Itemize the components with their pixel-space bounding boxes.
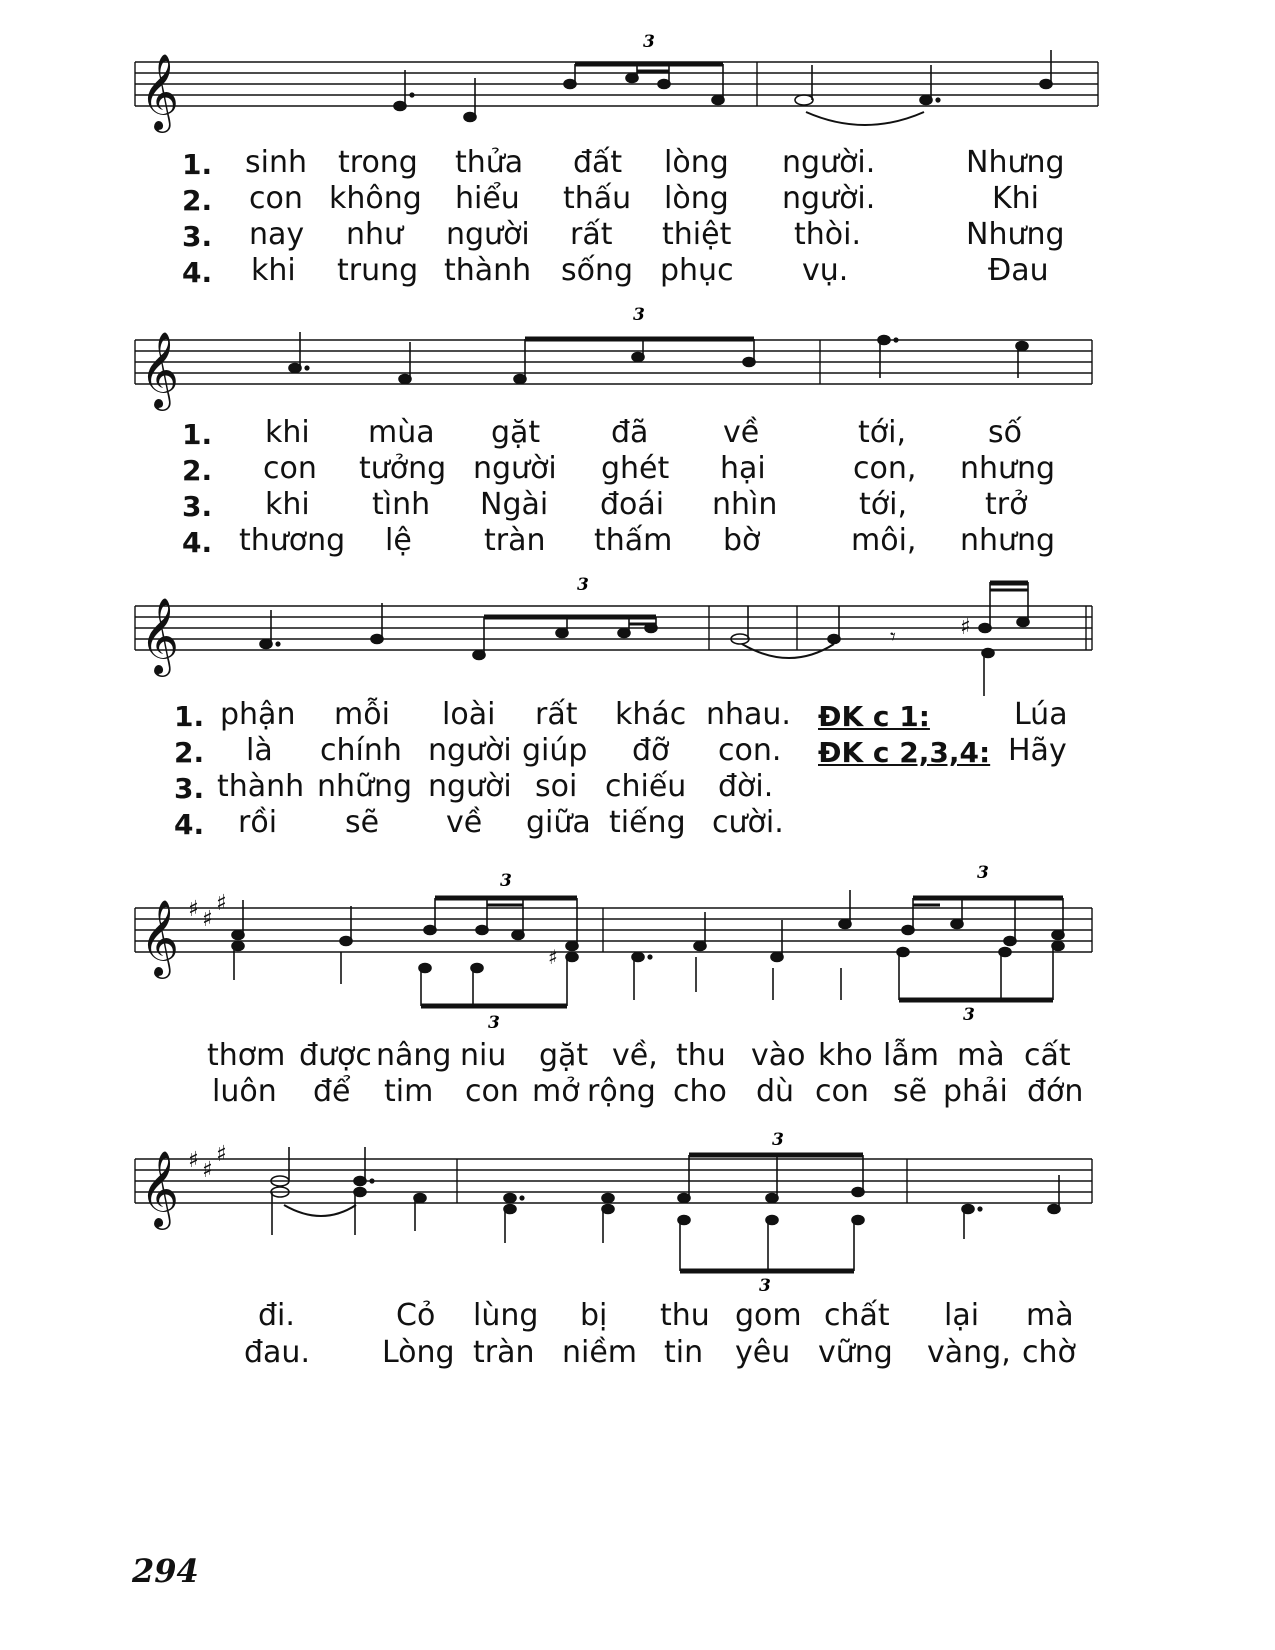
verse-number: 3.: [182, 490, 213, 523]
lyric-word: dù: [756, 1074, 795, 1109]
lyric-word: đời.: [718, 769, 774, 804]
lyric-word: người: [428, 733, 512, 768]
lyric-word: nhưng: [960, 451, 1056, 486]
lyric-word: tình: [372, 487, 431, 522]
lyric-word: con: [465, 1074, 519, 1109]
lyric-word: thành: [217, 769, 305, 804]
svg-text:♯: ♯: [216, 891, 227, 916]
lyric-word: người: [428, 769, 512, 804]
lyric-word: như: [346, 217, 404, 252]
lyric-word: người: [473, 451, 557, 486]
lyric-word: mà: [1026, 1298, 1074, 1333]
lyric-word: đỡ: [632, 733, 670, 768]
lyric-word: bờ: [723, 523, 761, 558]
lyric-word: mở: [532, 1074, 580, 1109]
lyric-word: chiếu: [605, 769, 687, 804]
music-staff-1: [0, 20, 1275, 150]
verse-number: 2.: [182, 184, 213, 217]
lyric-word: người: [446, 217, 530, 252]
lyric-word: Nhưng: [966, 217, 1065, 252]
lyric-word: mỗi: [334, 697, 390, 732]
lyric-word: niềm: [562, 1335, 638, 1370]
verse-number: 2.: [174, 736, 205, 769]
lyric-word: tới,: [859, 487, 907, 522]
lyric-word: nhau.: [706, 697, 791, 732]
triplet-mark: 3: [772, 1130, 784, 1150]
lyric-word: đoái: [600, 487, 665, 522]
triplet-mark: 3: [488, 1013, 500, 1033]
lyric-word: ghét: [601, 451, 670, 486]
svg-text:♯: ♯: [188, 1148, 199, 1173]
lyric-word: thương: [239, 523, 346, 558]
lyric-word: nhưng: [960, 523, 1056, 558]
lyric-word: đau.: [244, 1335, 310, 1370]
verse-number: 2.: [182, 454, 213, 487]
lyric-word: vững: [818, 1335, 893, 1370]
lyric-word: tiếng: [609, 805, 686, 840]
lyric-word: thòi.: [794, 217, 862, 252]
lyric-word: loài: [442, 697, 496, 732]
lyric-word: Đau: [988, 253, 1049, 288]
lyric-word: chính: [320, 733, 402, 768]
lyric-word: hiểu: [455, 181, 520, 216]
lyric-word: mùa: [368, 415, 435, 450]
lyric-word: về,: [612, 1038, 658, 1073]
lyric-word: thấu: [563, 181, 632, 216]
lyric-word: tràn: [484, 523, 546, 558]
verse-number: 1.: [174, 700, 205, 733]
lyric-word: rộng: [587, 1074, 656, 1109]
lyric-word: lòng: [664, 181, 729, 216]
lyric-word: đớn: [1027, 1074, 1084, 1109]
lyric-word: rất: [535, 697, 578, 732]
lyric-word: bị: [580, 1298, 608, 1333]
lyric-word: kho: [818, 1038, 873, 1073]
lyric-word: lùng: [473, 1298, 539, 1333]
svg-text:𝄾: 𝄾: [890, 625, 896, 650]
lyric-word: sinh: [245, 145, 307, 180]
svg-text:♯: ♯: [188, 897, 199, 922]
lyric-word: con.: [718, 733, 782, 768]
svg-text:♯: ♯: [202, 907, 213, 932]
lyric-word: gặt: [539, 1038, 589, 1073]
lyric-word: con: [815, 1074, 869, 1109]
lyric-word: phận: [220, 697, 296, 732]
lyric-word: thơm: [207, 1038, 286, 1073]
lyric-word: khi: [265, 415, 310, 450]
lyric-word: khi: [265, 487, 310, 522]
verse-number: 4.: [182, 526, 213, 559]
svg-text:♯: ♯: [548, 945, 558, 969]
lyric-word: sẽ: [893, 1074, 928, 1109]
music-staff-5: [0, 1130, 1275, 1296]
lyric-word: lệ: [385, 523, 412, 558]
lyric-word: soi: [535, 769, 578, 804]
lyric-word: yêu: [735, 1335, 791, 1370]
lyric-word: trong: [338, 145, 418, 180]
lyric-word: cho: [673, 1074, 727, 1109]
lyric-word: tới,: [858, 415, 906, 450]
lyric-word: vào: [751, 1038, 806, 1073]
lyric-word: Cỏ: [396, 1298, 436, 1333]
lyric-word: Khi: [992, 181, 1040, 216]
lyric-word: gom: [735, 1298, 802, 1333]
svg-text:𝄞: 𝄞: [140, 331, 180, 408]
lyric-word: tin: [664, 1335, 704, 1370]
triplet-mark: 3: [759, 1276, 771, 1296]
lyric-word: về: [723, 415, 760, 450]
refrain-cue-word: Hãy: [1008, 733, 1067, 768]
lyric-word: tưởng: [359, 451, 447, 486]
svg-text:♯: ♯: [216, 1142, 227, 1167]
lyric-word: niu: [460, 1038, 507, 1073]
svg-text:𝄞: 𝄞: [140, 1150, 180, 1227]
lyric-word: thiệt: [662, 217, 732, 252]
lyric-word: những: [317, 769, 413, 804]
lyric-word: lẫm: [883, 1038, 939, 1073]
verse-number: 4.: [174, 808, 205, 841]
lyric-word: sẽ: [345, 805, 380, 840]
lyric-word: Lòng: [382, 1335, 455, 1370]
refrain-cue-label: ĐK c 1:: [818, 700, 930, 733]
lyric-word: rồi: [238, 805, 278, 840]
lyric-word: gặt: [491, 415, 541, 450]
lyric-word: sống: [561, 253, 634, 288]
verse-number: 1.: [182, 418, 213, 451]
triplet-mark: 3: [500, 871, 512, 891]
triplet-mark: 3: [963, 1005, 975, 1025]
lyric-word: về: [446, 805, 483, 840]
lyric-word: người.: [782, 181, 876, 216]
lyric-word: phục: [660, 253, 734, 288]
lyric-word: chờ: [1022, 1335, 1076, 1370]
music-staff-2: [0, 305, 1275, 420]
lyric-word: môi,: [851, 523, 917, 558]
music-staff-4: [0, 860, 1275, 1040]
lyric-word: lại: [944, 1298, 980, 1333]
refrain-cue-word: Lúa: [1014, 697, 1068, 732]
lyric-word: con: [263, 451, 317, 486]
lyric-word: đã: [611, 415, 649, 450]
lyric-word: lòng: [664, 145, 729, 180]
lyric-word: tim: [384, 1074, 434, 1109]
svg-text:♯: ♯: [202, 1158, 213, 1183]
lyric-word: thửa: [455, 145, 524, 180]
triplet-mark: 3: [577, 575, 589, 595]
lyric-word: thu: [676, 1038, 726, 1073]
lyric-word: chất: [824, 1298, 890, 1333]
lyric-word: mà: [957, 1038, 1005, 1073]
refrain-cue-label: ĐK c 2,3,4:: [818, 736, 991, 769]
lyric-word: nhìn: [712, 487, 778, 522]
lyric-word: khác: [615, 697, 687, 732]
lyric-word: vàng,: [927, 1335, 1011, 1370]
lyric-word: khi: [251, 253, 296, 288]
lyric-word: trở: [985, 487, 1028, 522]
lyric-word: là: [246, 733, 273, 768]
verse-number: 3.: [182, 220, 213, 253]
lyric-word: nay: [249, 217, 305, 252]
lyric-word: cất: [1024, 1038, 1071, 1073]
lyric-word: luôn: [212, 1074, 277, 1109]
lyric-word: thành: [444, 253, 532, 288]
lyric-word: giúp: [522, 733, 588, 768]
svg-text:𝄞: 𝄞: [140, 597, 180, 674]
lyric-word: thấm: [594, 523, 673, 558]
lyric-word: con: [249, 181, 303, 216]
verse-number: 4.: [182, 256, 213, 289]
triplet-mark: 3: [633, 305, 645, 325]
lyric-word: vụ.: [802, 253, 849, 288]
verse-number: 3.: [174, 772, 205, 805]
lyric-word: trung: [337, 253, 419, 288]
triplet-mark: 3: [643, 32, 655, 52]
lyric-word: số: [988, 415, 1022, 450]
lyric-word: để: [313, 1074, 351, 1109]
lyric-word: con,: [853, 451, 917, 486]
triplet-mark: 3: [977, 863, 989, 883]
lyric-word: cười.: [712, 805, 784, 840]
verse-number: 1.: [182, 148, 213, 181]
lyric-word: đi.: [258, 1298, 295, 1333]
lyric-word: giữa: [526, 805, 591, 840]
lyric-word: rất: [570, 217, 613, 252]
svg-text:♯: ♯: [960, 615, 971, 640]
lyric-word: Ngài: [480, 487, 549, 522]
lyric-word: thu: [660, 1298, 710, 1333]
music-staff-3: [0, 575, 1275, 708]
lyric-word: hại: [720, 451, 766, 486]
page-number: 294: [132, 1552, 199, 1590]
lyric-word: được: [299, 1038, 372, 1073]
svg-text:𝄞: 𝄞: [140, 53, 180, 130]
svg-text:𝄞: 𝄞: [140, 899, 180, 976]
lyric-word: Nhưng: [966, 145, 1065, 180]
lyric-word: nâng: [376, 1038, 452, 1073]
lyric-word: tràn: [473, 1335, 535, 1370]
lyric-word: không: [329, 181, 422, 216]
lyric-word: phải: [943, 1074, 1008, 1109]
lyric-word: đất: [573, 145, 623, 180]
lyric-word: người.: [782, 145, 876, 180]
